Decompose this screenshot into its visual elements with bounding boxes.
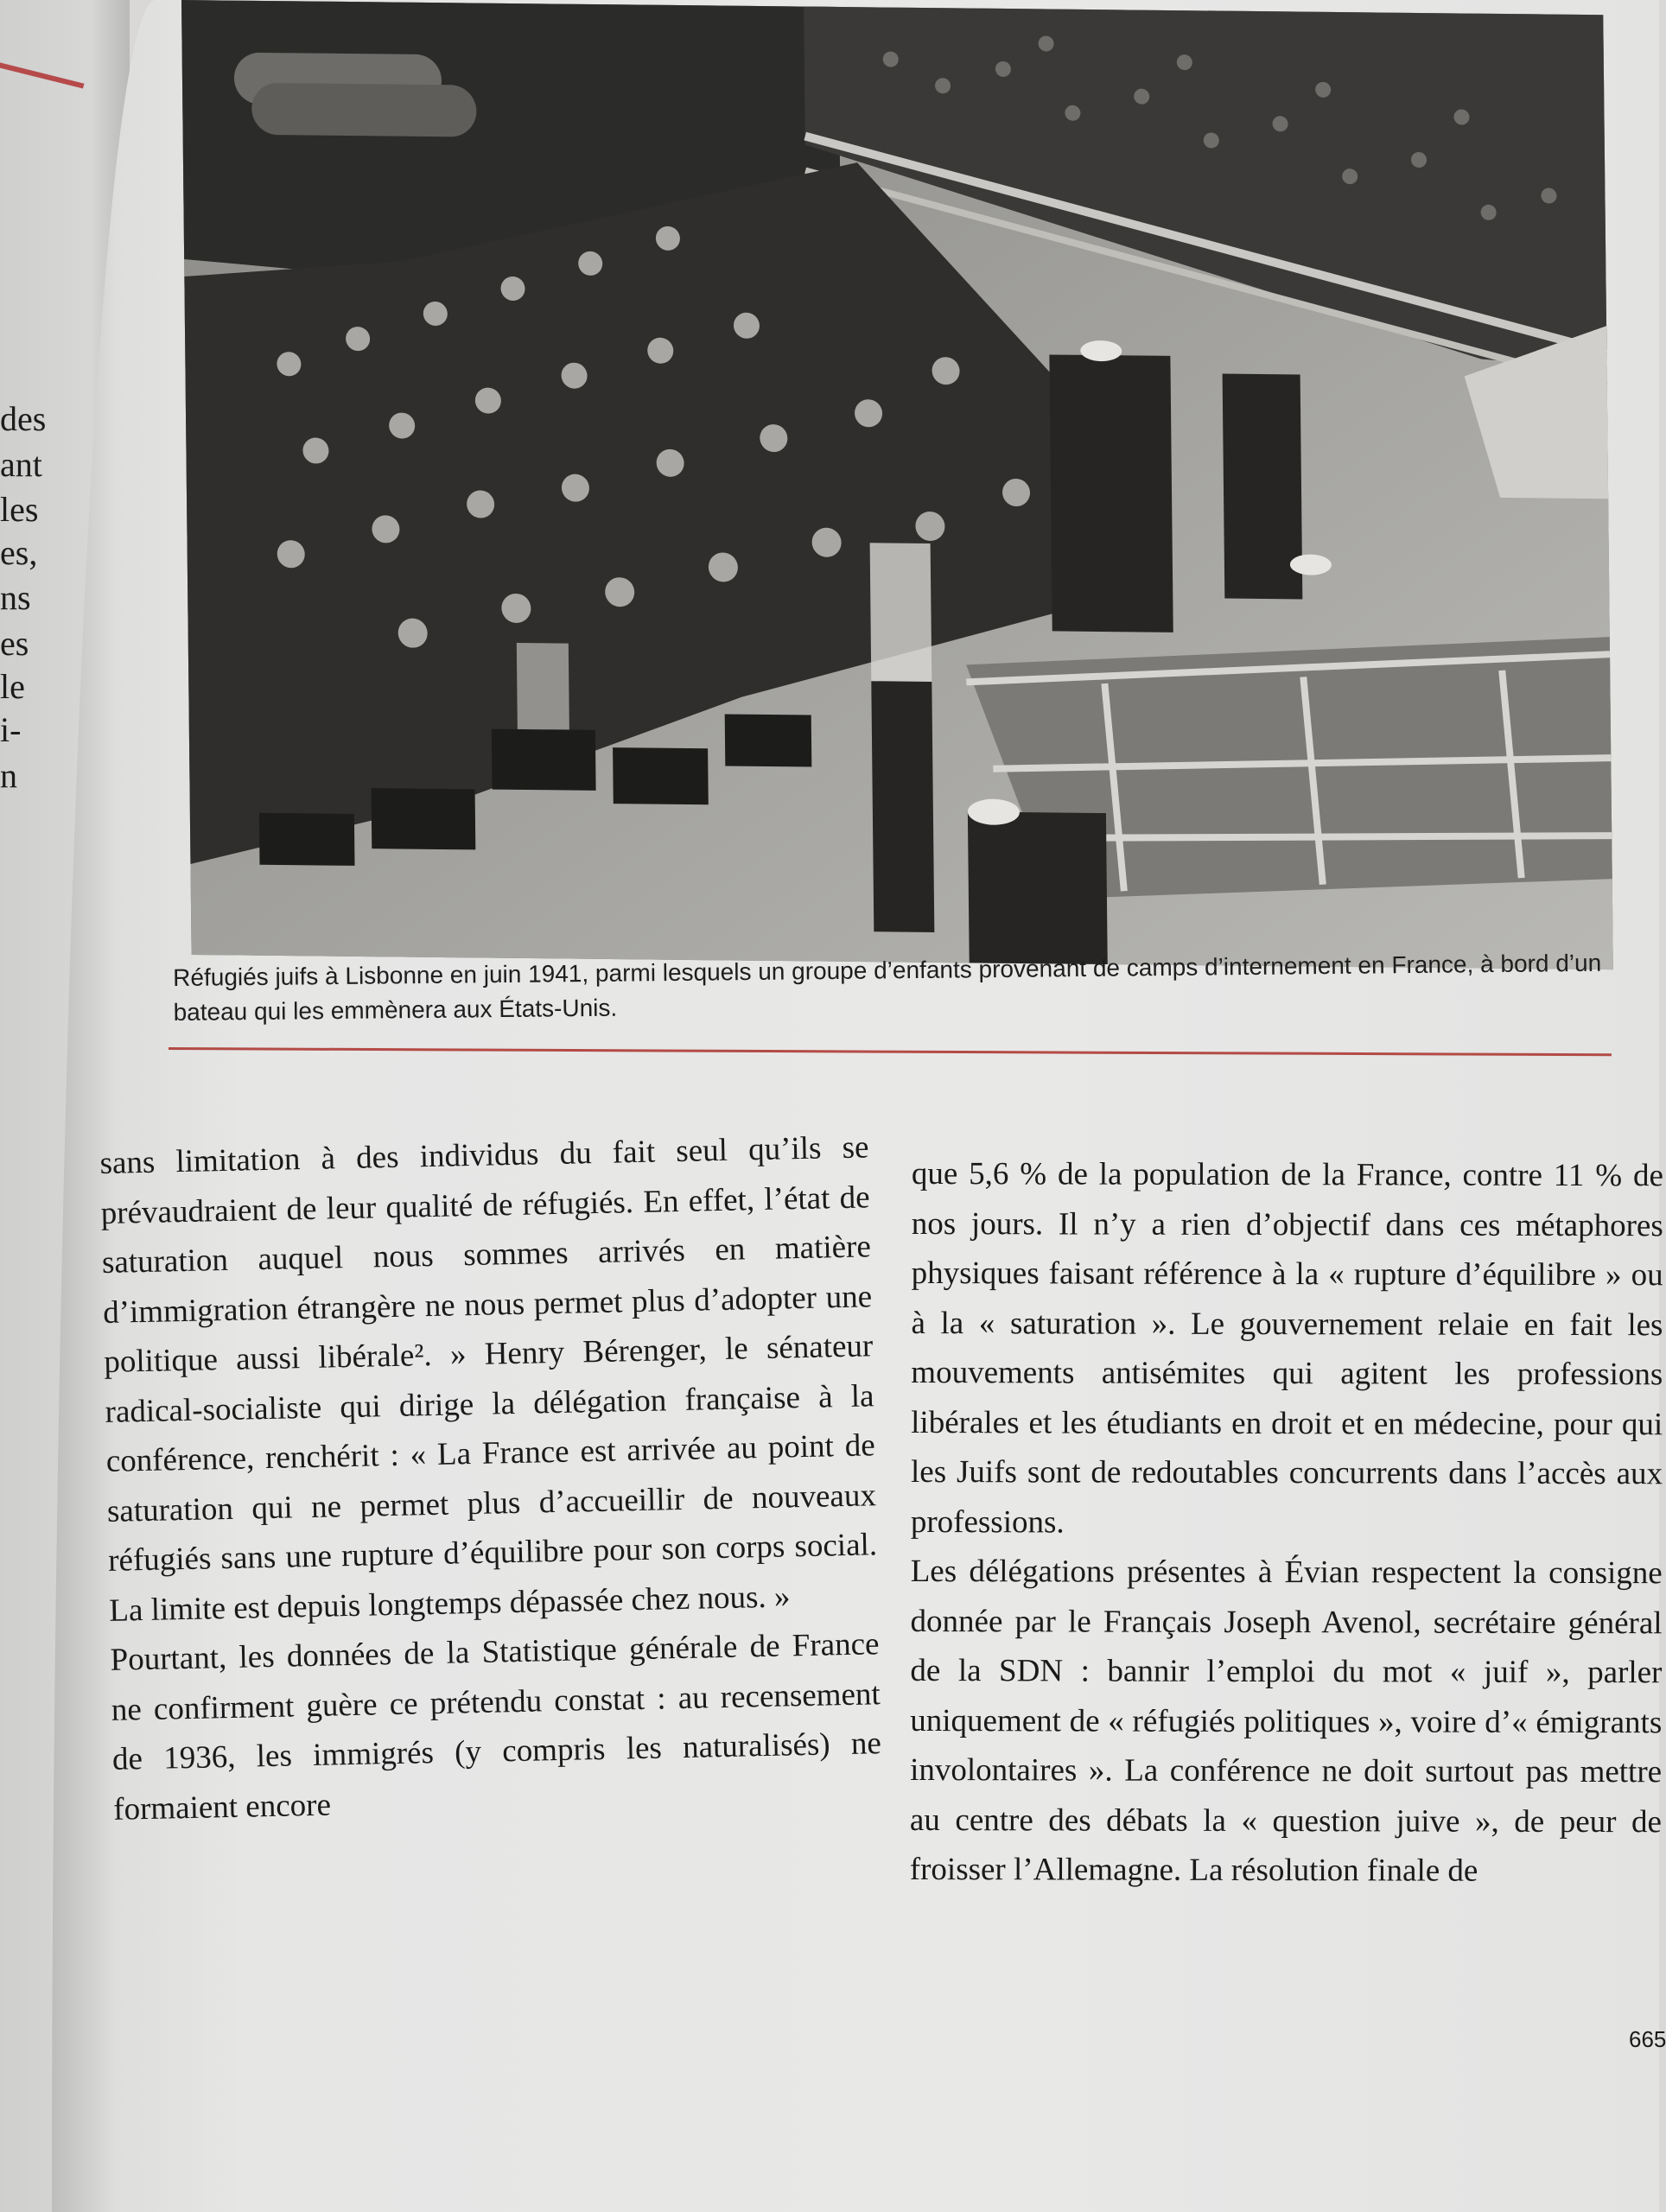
photo-illustration	[181, 0, 1613, 969]
refugees-photograph	[181, 0, 1613, 969]
paragraph: Les délégations présentes à Évian respectent la consigne donnée par le Français Joseph Avenol, secrétaire général de la SDN : bannir l’emploi du mot « juif », parler uniquement de « réfugiés politiques », voire d’« émigrants involontaires ». La conférence ne doit surtout pas mettre au centre des débats la « question juive », de peur de froisser l’Allemagne. La résolution finale de	[909, 1553, 1663, 1889]
facing-page-text-fragment: ant	[0, 445, 42, 484]
facing-page-text-fragment: es,	[0, 533, 38, 572]
photo-caption: Réfugiés juifs à Lisbonne en juin 1941, parmi lesquels un groupe d’enfants provenant de camps d’internement en France, à bord d’un bateau qui les emmènera aux États-Unis.	[173, 949, 1602, 1026]
facing-page-text-fragment: es	[0, 624, 29, 663]
text-column-right	[910, 1149, 1663, 1897]
facing-page-text-fragment: le	[0, 667, 25, 706]
facing-page-text-fragment: des	[0, 399, 47, 438]
paragraph: sans limitation à des individus du fait seul qu’ils se prévaudraient de leur qualité de réfugiés. En effet, l’état de saturation auquel nous sommes arrivés en matière d’immigration étrangère ne nous permet plus d’adopter une politique aussi libérale². » Henry Bérenger, le sénateur radical-socialiste qui dirige la délégation française à la conférence, renchérit : « La France est arrivée au point de saturation qui ne permet plus d’accueillir de nouveaux réfugiés sans une rupture d’équilibre pour son corps social. La limite est depuis longtemps dépassée chez nous. »	[99, 1129, 878, 1629]
paragraph: que 5,6 % de la population de la France, contre 11 % de nos jours. Il n’y a rien d’objectif dans ces métaphores physiques faisant référence à la « rupture d’équilibre » ou à la « saturation ». Le gouvernement relaie en fait les mouvements antisémites qui agitent les professions libérales et les étudiants en droit et en médecine, pour qui les Juifs sont de redoutables concurrents dans l’accès aux professions.	[910, 1156, 1663, 1540]
facing-page-red-rule	[0, 60, 84, 88]
text-column-left	[99, 1122, 883, 1834]
facing-page-text-fragment: n	[0, 756, 17, 795]
paragraph: Pourtant, les données de la Statistique générale de France ne confirment guère ce prétendu constat : au recensement de 1936, les immigrés (y compris les naturalisés) ne formaient encore	[110, 1626, 882, 1827]
page-number: 665	[1629, 2026, 1666, 2052]
facing-page-text-fragment: i-	[0, 710, 22, 749]
facing-page-text-fragment: ns	[0, 578, 31, 617]
facing-page-text-fragment: les	[0, 490, 39, 529]
